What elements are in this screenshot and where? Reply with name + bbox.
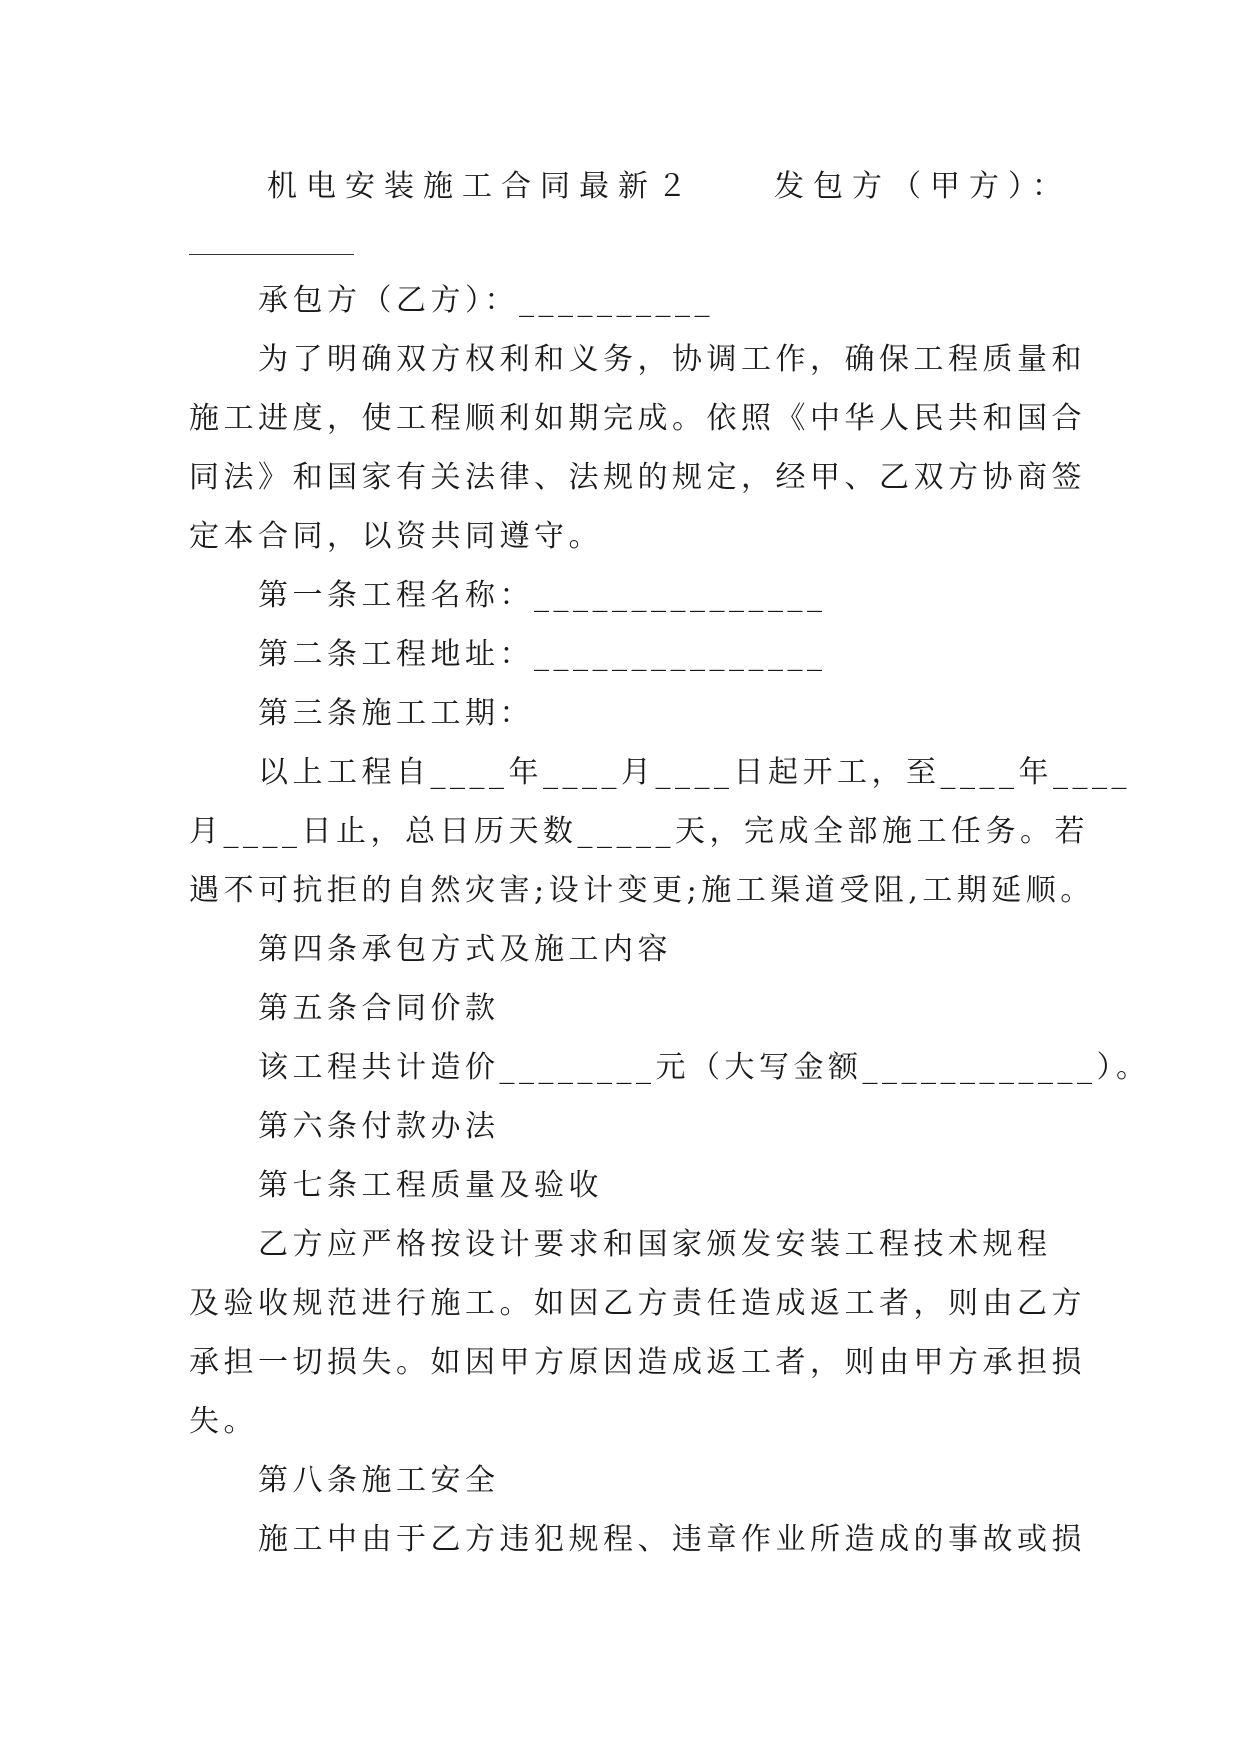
- article-heading: 第六条付款办法: [189, 1109, 500, 1144]
- paragraph-line: 施工中由于乙方违犯规程、违章作业所造成的事故或损: [189, 1522, 1086, 1557]
- paragraph-line: 以上工程自____年____月____日起开工，至____年____: [189, 755, 1131, 790]
- article-heading: 第五条合同价款: [189, 991, 500, 1026]
- blank-underline: [189, 254, 354, 255]
- paragraph-line: 失。: [189, 1404, 258, 1439]
- title-line: 机电安装施工合同最新２ 发包方（甲方）：: [189, 169, 1071, 204]
- paragraph-line: 月____日止，总日历天数_____天，完成全部施工任务。若: [189, 814, 1089, 849]
- article-heading: 第八条施工安全: [189, 1463, 500, 1498]
- article-heading: 第七条工程质量及验收: [189, 1168, 603, 1203]
- article-heading: 第三条施工工期：: [189, 696, 534, 731]
- paragraph-line: 施工进度，使工程顺利如期完成。依照《中华人民共和国合: [189, 401, 1086, 436]
- paragraph-line: 为了明确双方权利和义务，协调工作，确保工程质量和: [189, 342, 1086, 377]
- article-heading: 第二条工程地址：_______________: [189, 637, 827, 672]
- contractor-line: 承包方（乙方）：__________: [189, 283, 714, 318]
- paragraph-line: 承担一切损失。如因甲方原因造成返工者，则由甲方承担损: [189, 1345, 1086, 1380]
- paragraph-line: 该工程共计造价________元（大写金额____________）。: [189, 1050, 1151, 1085]
- paragraph-line: 乙方应严格按设计要求和国家颁发安装工程技术规程: [189, 1227, 1052, 1262]
- paragraph-line: 及验收规范进行施工。如因乙方责任造成返工者，则由乙方: [189, 1286, 1086, 1321]
- paragraph-line: 遇不可抗拒的自然灾害;设计变更;施工渠道受阻,工期延顺。: [189, 873, 1095, 908]
- paragraph-line: 同法》和国家有关法律、法规的规定，经甲、乙双方协商签: [189, 460, 1086, 495]
- article-heading: 第四条承包方式及施工内容: [189, 932, 672, 967]
- article-heading: 第一条工程名称：_______________: [189, 578, 827, 613]
- paragraph-line: 定本合同，以资共同遵守。: [189, 519, 603, 554]
